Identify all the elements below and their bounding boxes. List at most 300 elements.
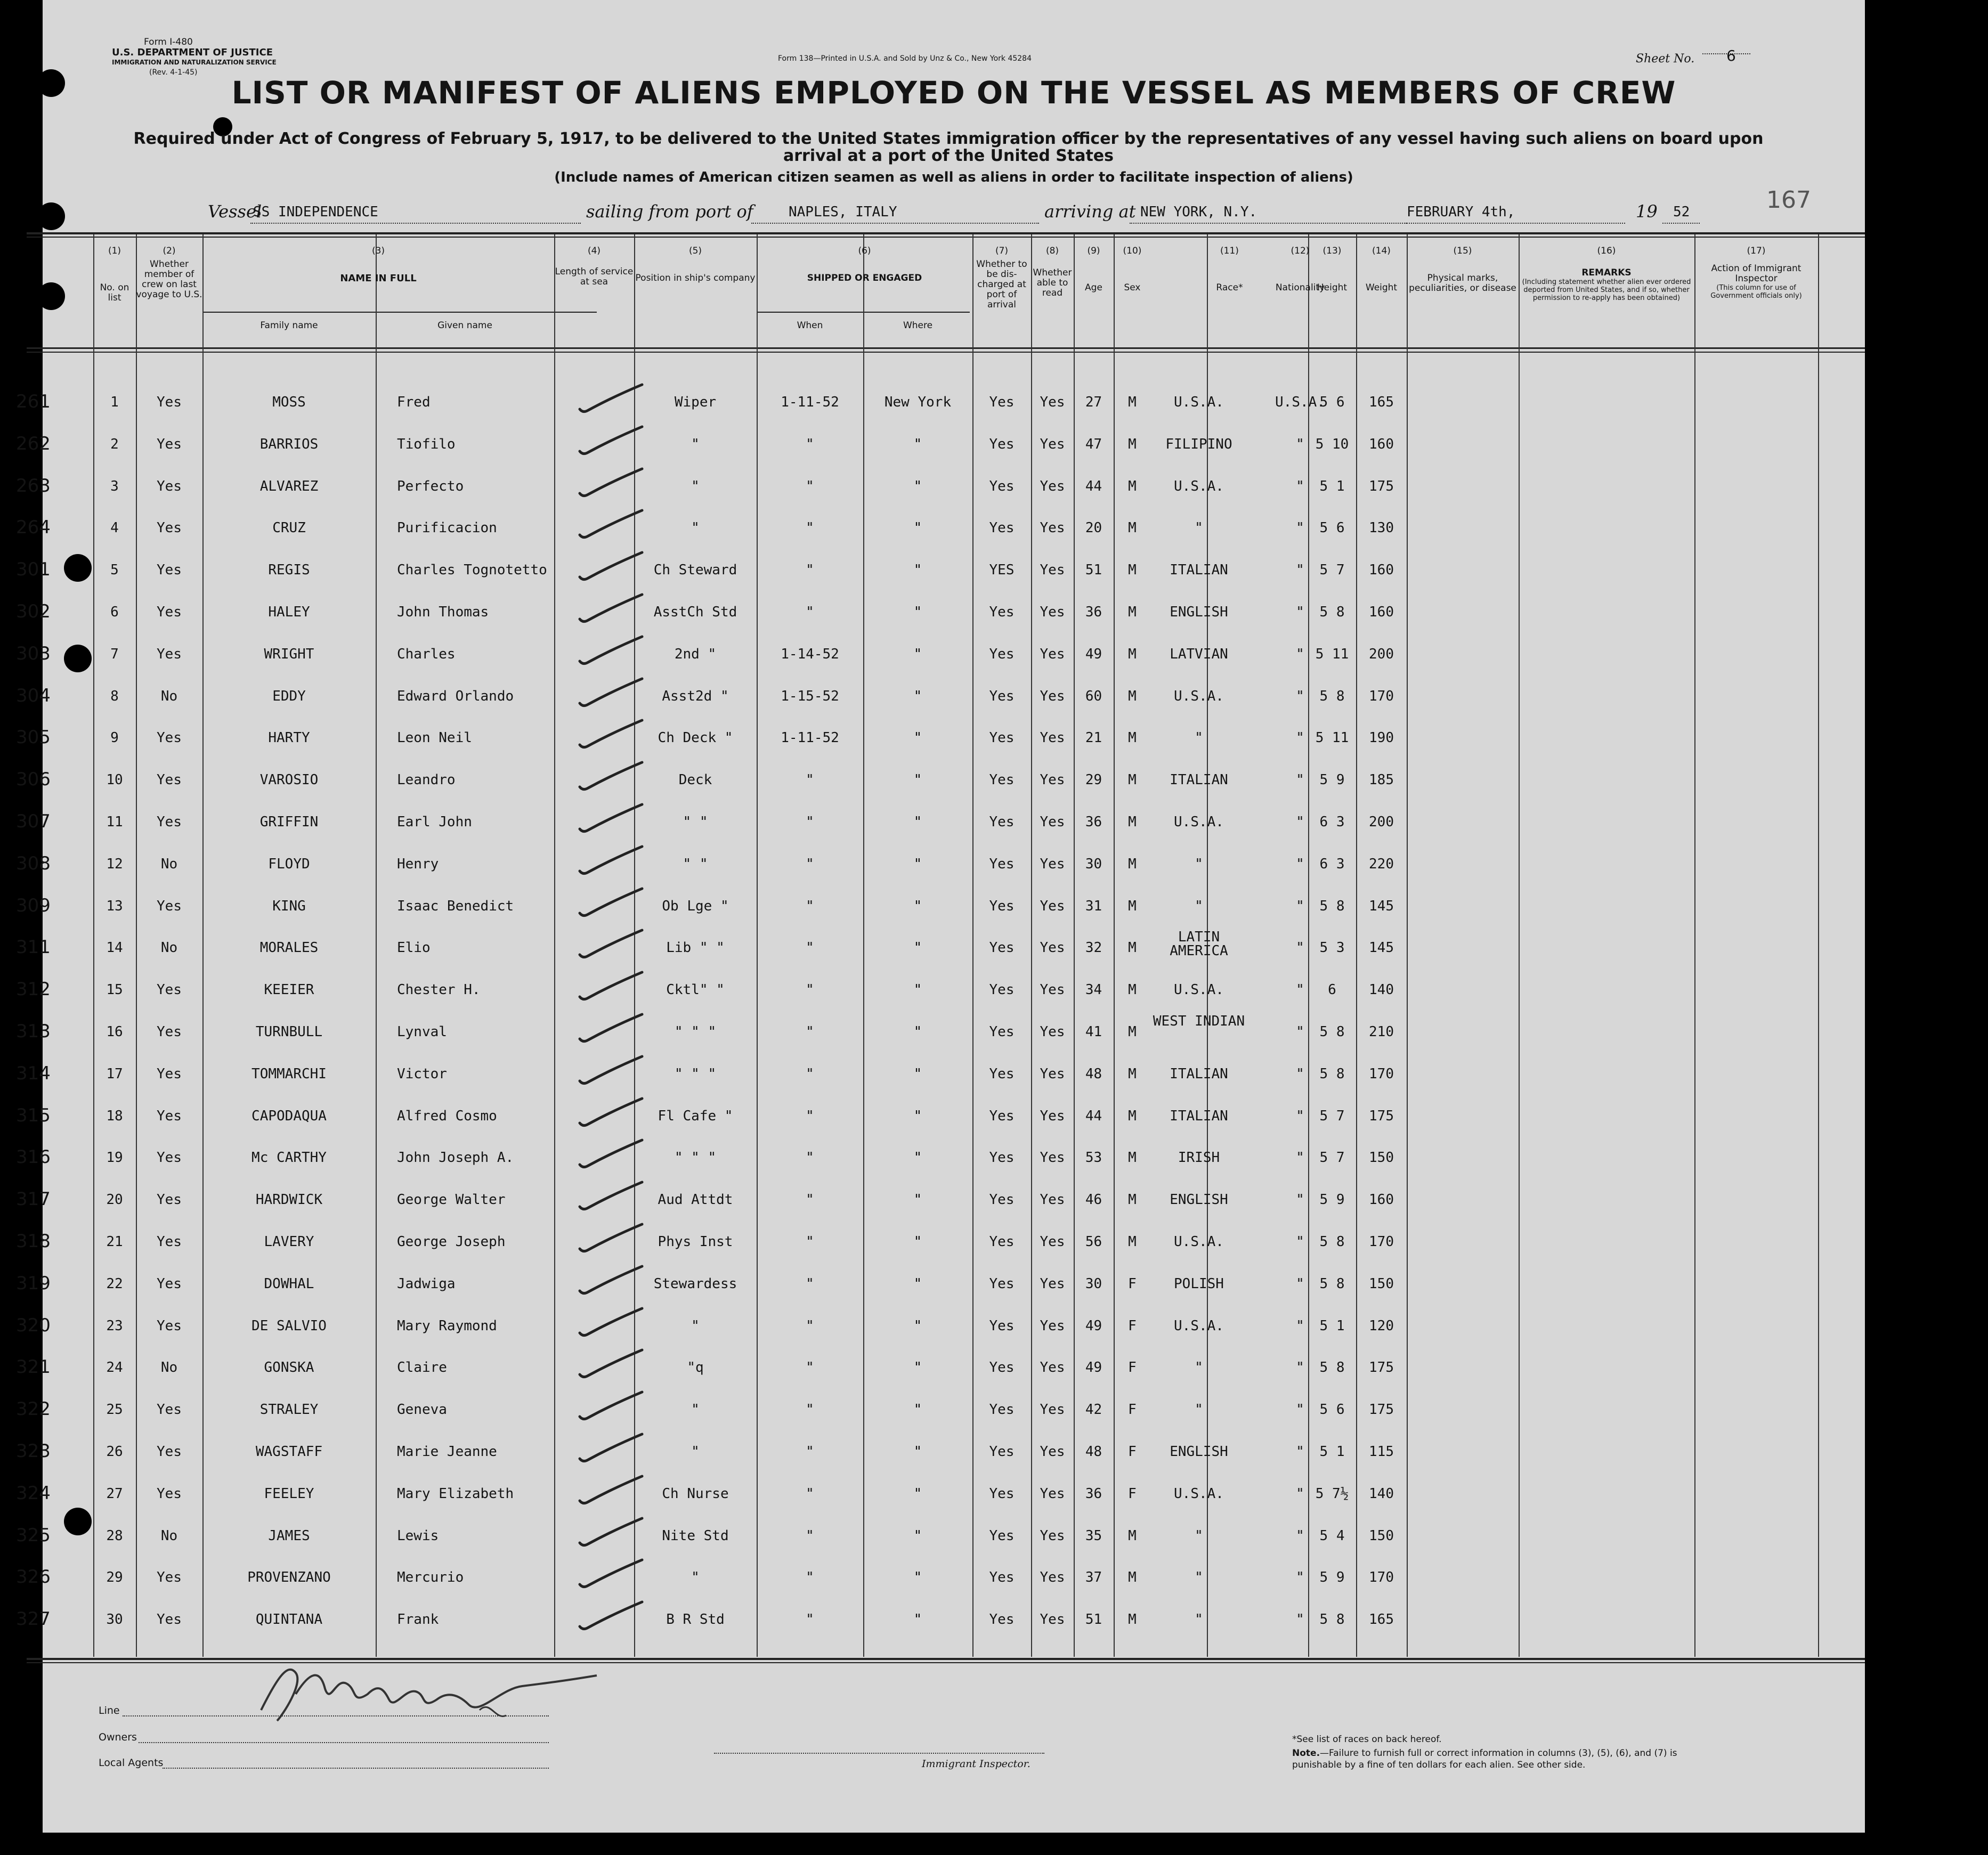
- row-discharged: Yes: [989, 1485, 1015, 1502]
- row-discharged: Yes: [989, 1569, 1015, 1586]
- row-weight: 190: [1369, 730, 1394, 746]
- row-ref-number: 262: [16, 433, 51, 454]
- row-ref-number: 319: [16, 1272, 51, 1294]
- row-position: " ": [683, 814, 708, 830]
- row-ref-number: 315: [16, 1104, 51, 1126]
- row-weight: 175: [1369, 1360, 1394, 1376]
- row-weight: 165: [1369, 1612, 1394, 1628]
- row-shipped-where: ": [913, 1024, 922, 1040]
- row-age: 32: [1085, 940, 1102, 956]
- row-able-to-read: Yes: [1040, 1569, 1065, 1586]
- row-ref-number: 303: [16, 642, 51, 664]
- row-nationality: ": [1296, 604, 1304, 620]
- row-nationality: ": [1296, 1192, 1304, 1208]
- owners-label: Owners: [99, 1731, 137, 1743]
- row-sex: F: [1128, 1485, 1137, 1502]
- row-height: 5 8: [1319, 1275, 1345, 1292]
- row-list-no: 11: [106, 814, 123, 830]
- row-race: U.S.A.: [1174, 1317, 1224, 1334]
- row-nationality: ": [1296, 1527, 1304, 1544]
- col-header-physical: (15) Physical marks, peculiarities, or disease: [1409, 246, 1516, 294]
- row-race: ": [1195, 1402, 1203, 1418]
- row-shipped-when: ": [806, 940, 814, 956]
- row-height: 5 8: [1319, 1612, 1345, 1628]
- row-ref-number: 309: [16, 894, 51, 916]
- row-sex: F: [1128, 1317, 1137, 1334]
- row-ref-number: 314: [16, 1062, 51, 1084]
- col-header-name: (3) NAME IN FULL: [340, 246, 417, 284]
- row-weight: 160: [1369, 562, 1394, 579]
- row-race: ENGLISH: [1170, 604, 1228, 620]
- col-header-remarks: (16) REMARKS (Including statement whether alien ever ordered deported from United States, and if so, whether permission to re-apply has been obtained): [1522, 246, 1691, 302]
- service-check-mark: [575, 1008, 655, 1051]
- row-position: Phys Inst: [658, 1234, 733, 1250]
- row-ref-number: 313: [16, 1021, 51, 1042]
- row-shipped-where: ": [913, 730, 922, 746]
- punch-hole: [37, 282, 65, 310]
- row-height: 5 7: [1319, 1150, 1345, 1166]
- row-crew-last-voyage: No: [160, 1360, 178, 1376]
- col-header-given: Given name: [437, 320, 492, 331]
- row-age: 34: [1085, 982, 1102, 998]
- row-crew-last-voyage: Yes: [157, 1275, 182, 1292]
- row-discharged: Yes: [989, 604, 1015, 620]
- manifest-sheet: [16, 0, 1865, 1833]
- row-shipped-where: ": [913, 1360, 922, 1376]
- row-sex: M: [1128, 1024, 1137, 1040]
- row-height: 6 3: [1319, 814, 1345, 830]
- row-age: 37: [1085, 1569, 1102, 1586]
- service-check-mark: [575, 882, 655, 925]
- row-shipped-when: ": [806, 1402, 814, 1418]
- row-position: Asst2d ": [662, 688, 729, 704]
- row-age: 48: [1085, 1065, 1102, 1082]
- col-header-where: Where: [903, 320, 933, 331]
- row-given-name: Charles Tognotetto: [397, 562, 547, 579]
- row-position: ": [691, 436, 700, 452]
- row-shipped-where: ": [913, 1485, 922, 1502]
- row-discharged: Yes: [989, 394, 1015, 410]
- row-given-name: Leandro: [397, 772, 456, 788]
- row-nationality: ": [1296, 1024, 1304, 1040]
- arrival-year: 52: [1673, 204, 1690, 220]
- row-ref-number: 312: [16, 979, 51, 1000]
- row-shipped-when: ": [806, 1108, 814, 1124]
- row-able-to-read: Yes: [1040, 982, 1065, 998]
- row-list-no: 16: [106, 1024, 123, 1040]
- row-shipped-when: ": [806, 898, 814, 914]
- row-family-name: HALEY: [268, 604, 310, 620]
- include-note: (Include names of American citizen seamen as well as aliens in order to facilitate inspection of aliens): [554, 169, 1353, 185]
- row-shipped-when: ": [806, 1065, 814, 1082]
- col-header-family: Family name: [260, 320, 318, 331]
- from-port: NAPLES, ITALY: [789, 204, 897, 220]
- row-weight: 130: [1369, 520, 1394, 536]
- row-race: ITALIAN: [1170, 1065, 1228, 1082]
- service-check-mark: [575, 840, 655, 883]
- row-list-no: 22: [106, 1275, 123, 1292]
- row-able-to-read: Yes: [1040, 730, 1065, 746]
- row-race: U.S.A.: [1174, 814, 1224, 830]
- row-crew-last-voyage: Yes: [157, 1485, 182, 1502]
- row-weight: 170: [1369, 1234, 1394, 1250]
- row-given-name: Victor: [397, 1065, 447, 1082]
- row-race: U.S.A.: [1174, 982, 1224, 998]
- row-age: 44: [1085, 478, 1102, 494]
- row-weight: 150: [1369, 1527, 1394, 1544]
- service-check-mark: [575, 504, 655, 547]
- row-sex: F: [1128, 1444, 1137, 1460]
- races-note: *See list of races on back hereof.: [1292, 1734, 1442, 1745]
- row-able-to-read: Yes: [1040, 1527, 1065, 1544]
- row-given-name: John Thomas: [397, 604, 489, 620]
- row-weight: 170: [1369, 1065, 1394, 1082]
- col-header-height: (13) Height: [1317, 246, 1348, 293]
- row-weight: 145: [1369, 898, 1394, 914]
- row-height: 5 8: [1319, 898, 1345, 914]
- row-ref-number: 323: [16, 1441, 51, 1462]
- row-age: 27: [1085, 394, 1102, 410]
- arriving-port: NEW YORK, N.Y.: [1140, 204, 1257, 220]
- row-shipped-where: ": [913, 520, 922, 536]
- row-shipped-when: ": [806, 1612, 814, 1628]
- row-list-no: 23: [106, 1317, 123, 1334]
- row-shipped-when: ": [806, 1360, 814, 1376]
- row-height: 5 6: [1319, 394, 1345, 410]
- row-ref-number: 261: [16, 391, 51, 412]
- row-age: 29: [1085, 772, 1102, 788]
- row-shipped-where: ": [913, 1192, 922, 1208]
- row-shipped-where: ": [913, 1527, 922, 1544]
- service: IMMIGRATION AND NATURALIZATION SERVICE: [112, 59, 277, 66]
- row-nationality: U.S.A.: [1275, 394, 1325, 410]
- row-given-name: Earl John: [397, 814, 472, 830]
- row-crew-last-voyage: Yes: [157, 730, 182, 746]
- row-weight: 160: [1369, 604, 1394, 620]
- vessel-name: SS INDEPENDENCE: [253, 204, 378, 220]
- row-position: Deck: [678, 772, 712, 788]
- row-given-name: Frank: [397, 1612, 439, 1628]
- row-weight: 210: [1369, 1024, 1394, 1040]
- row-family-name: KEEIER: [264, 982, 314, 998]
- service-check-mark: [575, 1176, 655, 1218]
- row-shipped-when: ": [806, 1275, 814, 1292]
- service-check-mark: [575, 1344, 655, 1386]
- row-given-name: Isaac Benedict: [397, 898, 514, 914]
- row-shipped-when: ": [806, 1444, 814, 1460]
- row-position: 2nd ": [674, 646, 717, 662]
- row-shipped-when: ": [806, 1485, 814, 1502]
- row-list-no: 18: [106, 1108, 123, 1124]
- row-weight: 120: [1369, 1317, 1394, 1334]
- row-age: 30: [1085, 856, 1102, 872]
- service-check-mark: [575, 462, 655, 505]
- row-given-name: Elio: [397, 940, 431, 956]
- row-position: ": [691, 1402, 700, 1418]
- row-list-no: 21: [106, 1234, 123, 1250]
- row-family-name: GRIFFIN: [259, 814, 319, 830]
- row-height: 5 3: [1319, 940, 1345, 956]
- row-ref-number: 317: [16, 1189, 51, 1210]
- row-family-name: WRIGHT: [264, 646, 314, 662]
- row-crew-last-voyage: Yes: [157, 1317, 182, 1334]
- row-age: 36: [1085, 814, 1102, 830]
- signature: [245, 1630, 618, 1737]
- row-discharged: Yes: [989, 520, 1015, 536]
- row-given-name: Purificacion: [397, 520, 497, 536]
- row-ref-number: 307: [16, 811, 51, 832]
- row-sex: M: [1128, 688, 1137, 704]
- row-crew-last-voyage: Yes: [157, 604, 182, 620]
- arriving-label: arriving at: [1044, 201, 1136, 222]
- row-position: ": [691, 1317, 700, 1334]
- row-position: Ob Lge ": [662, 898, 729, 914]
- row-shipped-when: ": [806, 1569, 814, 1586]
- row-weight: 175: [1369, 478, 1394, 494]
- row-list-no: 17: [106, 1065, 123, 1082]
- row-family-name: DE SALVIO: [251, 1317, 327, 1334]
- row-shipped-where: ": [913, 1612, 922, 1628]
- row-able-to-read: Yes: [1040, 604, 1065, 620]
- row-race: ": [1195, 898, 1203, 914]
- row-shipped-when: 1-15-52: [781, 688, 839, 704]
- row-height: 5 4: [1319, 1527, 1345, 1544]
- row-shipped-when: ": [806, 520, 814, 536]
- row-shipped-where: ": [913, 1275, 922, 1292]
- row-height: 5 1: [1319, 1317, 1345, 1334]
- row-crew-last-voyage: Yes: [157, 1150, 182, 1166]
- row-nationality: ": [1296, 856, 1304, 872]
- row-sex: M: [1128, 478, 1137, 494]
- row-given-name: Mary Elizabeth: [397, 1485, 514, 1502]
- row-given-name: Chester H.: [397, 982, 481, 998]
- row-crew-last-voyage: Yes: [157, 1234, 182, 1250]
- row-discharged: Yes: [989, 856, 1015, 872]
- row-list-no: 29: [106, 1569, 123, 1586]
- row-ref-number: 302: [16, 601, 51, 622]
- row-shipped-where: ": [913, 898, 922, 914]
- row-given-name: George Walter: [397, 1192, 506, 1208]
- service-check-mark: [575, 588, 655, 631]
- row-age: 36: [1085, 1485, 1102, 1502]
- col-header-position: (5) Position in ship's company: [635, 246, 756, 283]
- row-shipped-when: ": [806, 562, 814, 579]
- row-shipped-where: ": [913, 436, 922, 452]
- row-list-no: 15: [106, 982, 123, 998]
- row-shipped-where: ": [913, 940, 922, 956]
- row-position: Nite Std: [662, 1527, 729, 1544]
- row-shipped-when: ": [806, 1234, 814, 1250]
- row-sex: F: [1128, 1360, 1137, 1376]
- row-shipped-when: ": [806, 604, 814, 620]
- row-race: U.S.A.: [1174, 1485, 1224, 1502]
- row-discharged: Yes: [989, 688, 1015, 704]
- local-agents-label: Local Agents: [99, 1757, 164, 1769]
- row-shipped-where: New York: [884, 394, 952, 410]
- row-crew-last-voyage: Yes: [157, 982, 182, 998]
- row-discharged: Yes: [989, 1612, 1015, 1628]
- col-header-race: (11) Race*: [1216, 246, 1243, 293]
- row-family-name: WAGSTAFF: [255, 1444, 323, 1460]
- row-nationality: ": [1296, 1317, 1304, 1334]
- row-shipped-where: ": [913, 562, 922, 579]
- service-check-mark: [575, 672, 655, 715]
- row-height: 5 1: [1319, 1444, 1345, 1460]
- row-shipped-where: ": [913, 856, 922, 872]
- row-discharged: Yes: [989, 1527, 1015, 1544]
- row-race: WEST INDIAN: [1153, 1013, 1245, 1029]
- row-list-no: 6: [110, 604, 119, 620]
- row-crew-last-voyage: Yes: [157, 394, 182, 410]
- row-nationality: ": [1296, 898, 1304, 914]
- row-able-to-read: Yes: [1040, 646, 1065, 662]
- row-discharged: Yes: [989, 1402, 1015, 1418]
- row-given-name: George Joseph: [397, 1234, 506, 1250]
- row-shipped-when: 1-14-52: [781, 646, 839, 662]
- service-check-mark: [575, 630, 655, 673]
- row-weight: 145: [1369, 940, 1394, 956]
- row-age: 31: [1085, 898, 1102, 914]
- penalty-note: Note.—Failure to furnish full or correct information in columns (3), (5), (6), and (7) is punishable by a fine of ten dollars for each alien. See other side.: [1292, 1748, 1677, 1770]
- row-nationality: ": [1296, 940, 1304, 956]
- row-position: Wiper: [674, 394, 717, 410]
- row-family-name: QUINTANA: [255, 1612, 323, 1628]
- row-family-name: HARTY: [268, 730, 310, 746]
- line-label: Line: [99, 1705, 120, 1716]
- row-list-no: 3: [110, 478, 119, 494]
- row-nationality: ": [1296, 1065, 1304, 1082]
- row-able-to-read: Yes: [1040, 478, 1065, 494]
- row-family-name: HARDWICK: [255, 1192, 323, 1208]
- row-list-no: 13: [106, 898, 123, 914]
- row-height: 5 10: [1315, 436, 1349, 452]
- row-ref-number: 264: [16, 517, 51, 539]
- row-sex: M: [1128, 898, 1137, 914]
- row-list-no: 30: [106, 1612, 123, 1628]
- row-height: 5 7½: [1315, 1485, 1349, 1502]
- row-family-name: ALVAREZ: [259, 478, 319, 494]
- row-ref-number: 306: [16, 769, 51, 791]
- row-shipped-where: ": [913, 1444, 922, 1460]
- col-header-discharged: (7) Whether to be dis-charged at port of arrival: [976, 246, 1027, 310]
- row-able-to-read: Yes: [1040, 688, 1065, 704]
- row-discharged: Yes: [989, 1275, 1015, 1292]
- inspector-label: Immigrant Inspector.: [922, 1758, 1030, 1770]
- row-position: Ch Steward: [653, 562, 737, 579]
- row-height: 6 3: [1319, 856, 1345, 872]
- row-weight: 185: [1369, 772, 1394, 788]
- row-nationality: ": [1296, 478, 1304, 494]
- row-crew-last-voyage: Yes: [157, 646, 182, 662]
- printer-line: Form 138—Printed in U.S.A. and Sold by Unz & Co., New York 45284: [778, 54, 1032, 63]
- row-height: 5 8: [1319, 604, 1345, 620]
- row-weight: 175: [1369, 1402, 1394, 1418]
- row-weight: 175: [1369, 1108, 1394, 1124]
- row-crew-last-voyage: No: [160, 1527, 178, 1544]
- row-age: 51: [1085, 1612, 1102, 1628]
- row-discharged: Yes: [989, 1444, 1015, 1460]
- row-weight: 170: [1369, 1569, 1394, 1586]
- row-crew-last-voyage: Yes: [157, 1569, 182, 1586]
- row-crew-last-voyage: Yes: [157, 814, 182, 830]
- row-race: FILIPINO: [1165, 436, 1232, 452]
- row-ref-number: 305: [16, 727, 51, 748]
- col-header-age: (9) Age: [1085, 246, 1102, 293]
- row-position: ": [691, 478, 700, 494]
- row-discharged: Yes: [989, 1065, 1015, 1082]
- row-able-to-read: Yes: [1040, 394, 1065, 410]
- row-nationality: ": [1296, 982, 1304, 998]
- row-able-to-read: Yes: [1040, 436, 1065, 452]
- row-nationality: ": [1296, 1485, 1304, 1502]
- row-position: B R Std: [666, 1612, 725, 1628]
- row-shipped-when: ": [806, 478, 814, 494]
- row-given-name: Charles: [397, 646, 456, 662]
- row-family-name: BARRIOS: [259, 436, 319, 452]
- sailing-label: sailing from port of: [586, 201, 753, 222]
- row-race: ITALIAN: [1170, 1108, 1228, 1124]
- row-sex: M: [1128, 1234, 1137, 1250]
- row-crew-last-voyage: Yes: [157, 898, 182, 914]
- vessel-label: Vessel: [208, 201, 262, 222]
- row-discharged: Yes: [989, 436, 1015, 452]
- row-family-name: TURNBULL: [255, 1024, 323, 1040]
- row-position: Lib " ": [666, 940, 725, 956]
- row-sex: M: [1128, 1569, 1137, 1586]
- row-able-to-read: Yes: [1040, 940, 1065, 956]
- row-able-to-read: Yes: [1040, 1485, 1065, 1502]
- sheet-number: 6: [1726, 47, 1736, 64]
- row-family-name: Mc CARTHY: [251, 1150, 327, 1166]
- row-height: 5 6: [1319, 520, 1345, 536]
- row-crew-last-voyage: Yes: [157, 1108, 182, 1124]
- row-weight: 200: [1369, 814, 1394, 830]
- row-nationality: ": [1296, 1569, 1304, 1586]
- row-race: ": [1195, 856, 1203, 872]
- row-discharged: YES: [989, 562, 1015, 579]
- row-age: 49: [1085, 1317, 1102, 1334]
- row-position: Ch Deck ": [658, 730, 733, 746]
- row-nationality: ": [1296, 688, 1304, 704]
- row-list-no: 20: [106, 1192, 123, 1208]
- row-given-name: Lynval: [397, 1024, 447, 1040]
- row-sex: M: [1128, 940, 1137, 956]
- row-given-name: Mercurio: [397, 1569, 464, 1586]
- row-given-name: Jadwiga: [397, 1275, 456, 1292]
- row-ref-number: 321: [16, 1356, 51, 1378]
- row-list-no: 25: [106, 1402, 123, 1418]
- row-age: 53: [1085, 1150, 1102, 1166]
- row-weight: 150: [1369, 1275, 1394, 1292]
- row-able-to-read: Yes: [1040, 1360, 1065, 1376]
- row-shipped-when: ": [806, 772, 814, 788]
- row-family-name: DOWHAL: [264, 1275, 314, 1292]
- department: U.S. DEPARTMENT OF JUSTICE: [112, 47, 273, 58]
- row-height: 5 9: [1319, 1569, 1345, 1586]
- col-header-list-no: (1) No. on list: [100, 246, 129, 303]
- service-check-mark: [575, 966, 655, 1008]
- row-race: POLISH: [1174, 1275, 1224, 1292]
- row-weight: 170: [1369, 688, 1394, 704]
- row-weight: 140: [1369, 982, 1394, 998]
- row-given-name: Lewis: [397, 1527, 439, 1544]
- row-list-no: 12: [106, 856, 123, 872]
- row-ref-number: 326: [16, 1566, 51, 1588]
- row-crew-last-voyage: Yes: [157, 562, 182, 579]
- row-given-name: Edward Orlando: [397, 688, 514, 704]
- service-check-mark: [575, 420, 655, 463]
- row-nationality: ": [1296, 1234, 1304, 1250]
